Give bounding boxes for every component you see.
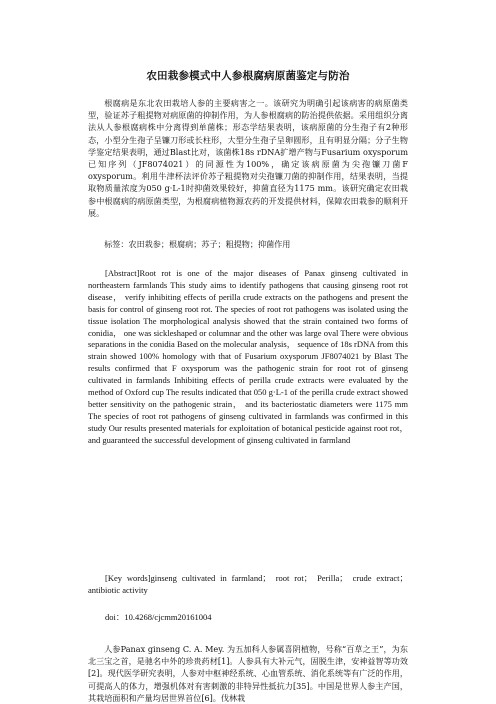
introduction-paragraph: 人参Panax ginseng C. A. Mey. 为五加科人参属喜阴植物，号称“百草之王”，为东北三宝之首，是驰名中外的珍贵药材[1]。人参具有大补元气，固脱生津，安神益智等功效[2]。现代医学研究表明，人参对中枢神经系统、心血管系统、消化系统等有广泛的作用，可提高人的体力，增强机体对有害刺激的非特异性抵抗力[35]。中国是世界人参主产国，其栽培面积和产量均居世界首位[6]。伐林栽	[88, 644, 408, 703]
doi-line: doi：10.4268/cjcmm20161004	[105, 612, 212, 622]
abstract-chinese: 根腐病是东北农田栽培人参的主要病害之一。该研究为明确引起该病害的病原菌类型，验证苏子粗提物对病原菌的抑制作用，为人参根腐病的防治提供依据。采用组织分离法从人参根腐病株中分离得到单菌株；形态学结果表明，该病原菌的分生孢子有2种形态，小型分生孢子呈镰刀形或长柱形，大型分生孢子呈卵圆形，且有明显分隔；分子生物学鉴定结果表明，通过Blast比对，该菌株18s rDNA扩增产物与Fusarium oxysporum已知序列（JF8074021）的同源性为100%，确定该病原菌为尖孢镰刀菌F oxysporum。利用牛津杯法评价苏子粗提物对尖孢镰刀菌的抑制作用，结果表明，当提取物质量浓度为050 g·L-1时抑菌效果较好，抑菌直径为1175 mm。该研究确定农田栽参中根腐病的病原菌类型，为根腐病植物源农药的开发提供材料，保障农田栽参的顺利开展。	[88, 98, 408, 218]
paper-title: 农田栽参模式中人参根腐病原菌鉴定与防治	[146, 70, 350, 82]
abstract-english: [Abstract]Root rot is one of the major diseases of Panax ginseng cultivated in northeastern farmlands This study aims to identify pathogens that causing ginseng root rot disease， verify inhibiting effects of perilla crude extracts on the pathogens and present the basis for control of ginseng root rot. The species of root rot pathogens was isolated using the tissue isolation The morphological analysis showed that the strain contained two forms of conidia， one was sickleshaped or columnar and the other was large oval There were obvious separations in the conidia Based on the molecular analysis， sequence of 18s rDNA from this strain showed 100% homology with that of Fusarium oxysporum JF8074021 by Blast The results confirmed that F oxysporum was the pathogenic strain for root rot of ginseng cultivated in farmlands Inhibiting effects of perilla crude extracts were evaluated by the method of Oxford cup The results indicated that 050 g·L-1 of the perilla crude extract showed better sensitivity on the pathogenic strain， and its bacteriostatic diameters were 1175 mm The species of root rot pathogens of ginseng cultivated in farmlands was confirmed in this study Our results presented materials for exploitation of botanical pesticide against root rot， and guaranteed the successful development of ginseng cultivated in farmland	[88, 268, 408, 445]
keywords-english: [Key words]ginseng cultivated in farmland； root rot； Perilla； crude extract； antibiotic activity	[88, 573, 408, 595]
keywords-chinese: 标签：农田栽参；根腐病；苏子；粗提物；抑菌作用	[104, 239, 291, 249]
